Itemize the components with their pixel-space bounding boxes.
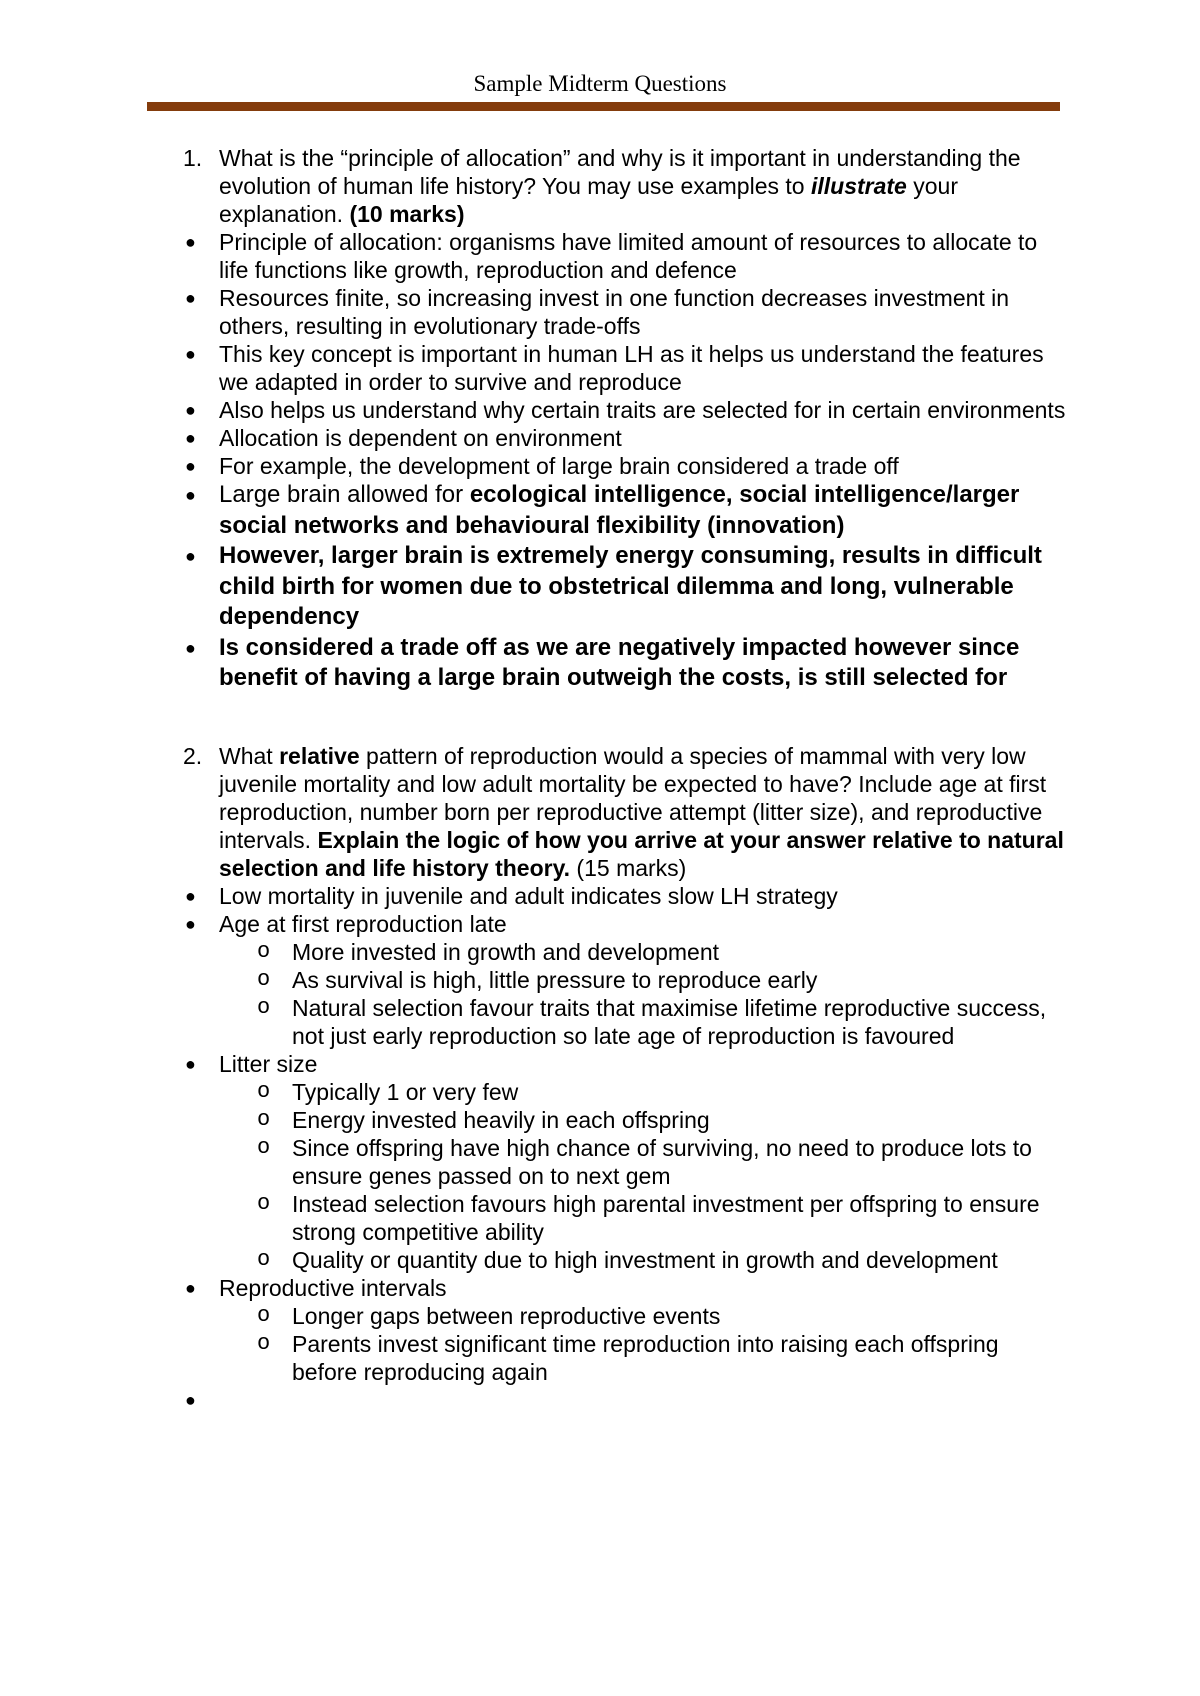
list-item-empty (0, 1386, 1200, 1414)
sub-bullet-text: Since offspring have high chance of surviving, no need to produce lots to ensure genes passed on to next gem (292, 1134, 1032, 1189)
question-number: 1. (183, 145, 203, 171)
bullet-text: Resources finite, so increasing invest in one function decreases investment in others, resulting in evolutionary trade-offs (219, 285, 1010, 339)
sub-bullet-text: Longer gaps between reproductive events (292, 1302, 721, 1329)
sub-list-item (0, 966, 1200, 994)
sub-list-item (0, 1302, 1200, 1330)
bullet-icon: ● (185, 1053, 196, 1074)
bullet-text: Allocation is dependent on environment (219, 425, 622, 451)
sub-bullet-icon: o (257, 994, 271, 1020)
sub-bullet-icon: o (257, 1078, 271, 1104)
sub-bullet-text: Typically 1 or very few (292, 1078, 519, 1105)
bullet-text: Age at first reproduction late (219, 910, 507, 937)
sub-list-item (0, 1190, 1200, 1246)
list-item (0, 633, 1200, 694)
bullet-text: Litter size (219, 1050, 318, 1077)
sub-bullet-text: Instead selection favours high parental investment per offspring to ensure strong competitive ability (292, 1190, 1040, 1245)
document-body (0, 144, 1200, 1414)
sub-bullet-icon: o (257, 938, 271, 964)
question-1-text-a: What is the “principle of allocation” and why is it important in understanding the evolution of human life history? You may use examples to (219, 145, 1021, 199)
sub-list-item (0, 1134, 1200, 1190)
sub-bullet-text: Parents invest significant time reproduction into raising each offspring before reproducing again (292, 1330, 999, 1385)
sub-bullet-icon: o (257, 1106, 271, 1132)
bullet-text: Also helps us understand why certain traits are selected for in certain environments (219, 397, 1066, 423)
page-header: Sample Midterm Questions (473, 71, 727, 96)
list-item (0, 284, 1200, 340)
list-item (0, 480, 1200, 541)
list-item (0, 1274, 1200, 1302)
sub-bullet-icon: o (257, 1302, 271, 1328)
question-2-text-a: What (219, 742, 280, 769)
bullet-icon: ● (185, 913, 196, 934)
sub-bullet-text: As survival is high, little pressure to reproduce early (292, 966, 818, 993)
sub-bullet-icon: o (257, 966, 271, 992)
sub-list-item (0, 1246, 1200, 1274)
bullet-icon: ● (185, 485, 196, 505)
bullet-text: Large brain allowed for (219, 481, 470, 508)
bullet-text: Principle of allocation: organisms have limited amount of resources to allocate to life functions like growth, reproduction and defence (219, 229, 1038, 283)
spacer (0, 694, 1200, 742)
bullet-text: This key concept is important in human LH as it helps us understand the features we adapted in order to survive and reproduce (219, 341, 1044, 395)
sub-bullet-text: Energy invested heavily in each offspring (292, 1106, 710, 1133)
list-item (0, 396, 1200, 424)
bullet-icon: ● (185, 344, 196, 364)
bullet-icon: ● (185, 1277, 196, 1298)
sub-list-item (0, 994, 1200, 1050)
question-1-illustrate: illustrate (810, 173, 907, 199)
list-item (0, 541, 1200, 633)
sub-list-item (0, 1106, 1200, 1134)
sub-bullet-icon: o (257, 1246, 271, 1272)
question-2-explain: Explain the logic of how you arrive at your answer relative to natural selection and life history theory. (219, 826, 1064, 881)
sub-bullet-text: More invested in growth and development (292, 938, 720, 965)
sub-bullet-icon: o (257, 1330, 271, 1356)
bullet-icon: ● (185, 232, 196, 252)
bullet-text: For example, the development of large brain considered a trade off (219, 453, 899, 479)
sub-list-item (0, 1330, 1200, 1386)
list-item (0, 910, 1200, 938)
list-item (0, 452, 1200, 480)
list-item (0, 228, 1200, 284)
bullet-icon: ● (185, 400, 196, 420)
bullet-icon: ● (185, 1389, 196, 1410)
question-2-text-b: pattern of reproduction would a species of mammal with very low juvenile mortality and low adult mortality be expected to have? Include age at first reproduction, number born per reproductive attempt (litter size), and reproductive intervals. (219, 742, 1047, 853)
bullet-icon: ● (185, 637, 196, 658)
sub-list-item (0, 938, 1200, 966)
bullet-icon: ● (185, 428, 196, 448)
bullet-icon: ● (185, 546, 196, 566)
bullet-text: However, larger brain is extremely energy consuming, results in difficult child birth for women due to obstetrical dilemma and long, vulnerable dependency (219, 542, 1042, 630)
question-2 (0, 742, 1200, 882)
sub-bullet-text: Natural selection favour traits that maximise lifetime reproductive success, not just early reproduction so late age of reproduction is favoured (292, 994, 1047, 1049)
sub-list-item (0, 1078, 1200, 1106)
question-2-relative: relative (279, 742, 360, 769)
bullet-icon: ● (185, 288, 196, 308)
list-item (0, 882, 1200, 910)
sub-bullet-text: Quality or quantity due to high investment in growth and development (292, 1246, 998, 1273)
list-item (0, 424, 1200, 452)
question-2-marks: (15 marks) (570, 854, 687, 881)
list-item (0, 340, 1200, 396)
question-1 (0, 144, 1200, 228)
question-1-marks: (10 marks) (349, 201, 465, 227)
header-rule (147, 102, 1060, 111)
bullet-text: Low mortality in juvenile and adult indicates slow LH strategy (219, 882, 838, 909)
bullet-icon: ● (185, 885, 196, 906)
sub-bullet-icon: o (257, 1134, 271, 1160)
question-number: 2. (183, 742, 203, 769)
question-1-text-b: your explanation. (219, 173, 958, 227)
list-item (0, 1050, 1200, 1078)
bullet-text: Reproductive intervals (219, 1274, 447, 1301)
bullet-text-bold: ecological intelligence, social intelligence/larger social networks and behavioural flexibility (innovation) (219, 481, 1020, 539)
sub-bullet-icon: o (257, 1190, 271, 1216)
bullet-icon: ● (185, 456, 196, 476)
bullet-text: Is considered a trade off as we are negatively impacted however since benefit of having a large brain outweigh the costs, is still selected for (219, 633, 1020, 691)
